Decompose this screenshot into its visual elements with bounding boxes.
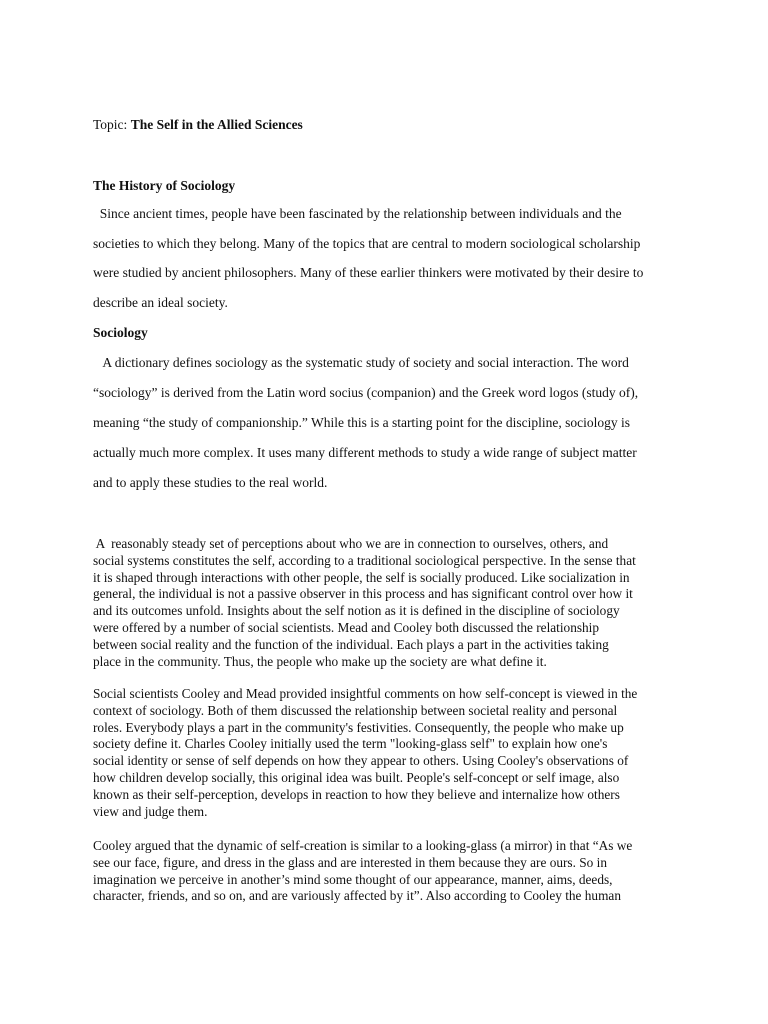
- looking-glass-paragraph: [93, 838, 677, 905]
- paragraph-line: between social reality and the function of the individual. Each plays a part in the activities taking: [93, 636, 609, 652]
- history-line: Since ancient times, people have been fascinated by the relationship between individuals and the: [93, 206, 622, 221]
- paragraph-line: see our face, figure, and dress in the glass and are interested in them because they are ours. So in: [93, 854, 607, 870]
- paragraph-line: place in the community. Thus, the people who make up the society are what define it.: [93, 653, 547, 669]
- paragraph-line: general, the individual is not a passive observer in this process and has significant control over how it: [93, 586, 633, 602]
- sociology-line: and to apply these studies to the real world.: [93, 475, 328, 490]
- sociology-heading: Sociology: [93, 325, 148, 340]
- history-heading: The History of Sociology: [93, 178, 236, 193]
- history-line: were studied by ancient philosophers. Many of these earlier thinkers were motivated by their desire to: [93, 265, 644, 280]
- paragraph-line: character, friends, and so on, and are variously affected by it”. Also according to Cooley the human: [93, 888, 621, 904]
- sociology-line: A dictionary defines sociology as the systematic study of society and social interaction. The word: [93, 355, 629, 370]
- sociology-line: “sociology” is derived from the Latin word socius (companion) and the Greek word logos (study of),: [93, 385, 639, 400]
- paragraph-line: roles. Everybody plays a part in the community's festivities. Consequently, the people who make up: [93, 719, 624, 735]
- cooley-mead-paragraph: [93, 686, 677, 820]
- self-paragraph: [93, 536, 677, 670]
- paragraph-line: Social scientists Cooley and Mead provided insightful comments on how self-concept is viewed in the: [93, 686, 638, 701]
- topic-prefix: Topic:: [93, 117, 131, 132]
- sociology-line: actually much more complex. It uses many different methods to study a wide range of subject matter: [93, 445, 637, 460]
- paragraph-line: imagination we perceive in another’s mind some thought of our appearance, manner, aims, deeds,: [93, 871, 613, 887]
- paragraph-line: context of sociology. Both of them discussed the relationship between societal reality and personal: [93, 702, 618, 718]
- paragraph-line: social identity or sense of self depends on how they appear to others. Using Cooley's observations of: [93, 753, 629, 769]
- paragraph-line: view and judge them.: [93, 803, 208, 819]
- paragraph-line: social systems constitutes the self, according to a traditional sociological perspective. In the sense that: [93, 552, 636, 568]
- paragraph-line: were offered by a number of social scientists. Mead and Cooley both discussed the relationship: [93, 619, 600, 635]
- paragraph-line: known as their self-perception, develops in reaction to how they believe and internalize how others: [93, 786, 620, 802]
- paragraph-line: it is shaped through interactions with other people, the self is socially produced. Like socialization in: [93, 569, 630, 585]
- paragraph-line: society define it. Charles Cooley initially used the term "looking-glass self" to explain how one's: [93, 736, 608, 752]
- paragraph-line: A reasonably steady set of perceptions about who we are in connection to ourselves, others, and: [93, 536, 609, 551]
- paragraph-line: and its outcomes unfold. Insights about the self notion as it is defined in the discipline of sociology: [93, 603, 620, 619]
- paragraph-line: how children develop socially, this original idea was built. People's self-concept or self image, also: [93, 769, 620, 785]
- paragraph-line: Cooley argued that the dynamic of self-creation is similar to a looking-glass (a mirror) in that “As we: [93, 838, 633, 853]
- sociology-line: meaning “the study of companionship.” While this is a starting point for the discipline, sociology is: [93, 415, 631, 430]
- topic-line: [93, 116, 303, 134]
- topic-title: The Self in the Allied Sciences: [130, 117, 303, 132]
- history-line: describe an ideal society.: [93, 295, 228, 310]
- history-line: societies to which they belong. Many of the topics that are central to modern sociological scholarship: [93, 236, 641, 251]
